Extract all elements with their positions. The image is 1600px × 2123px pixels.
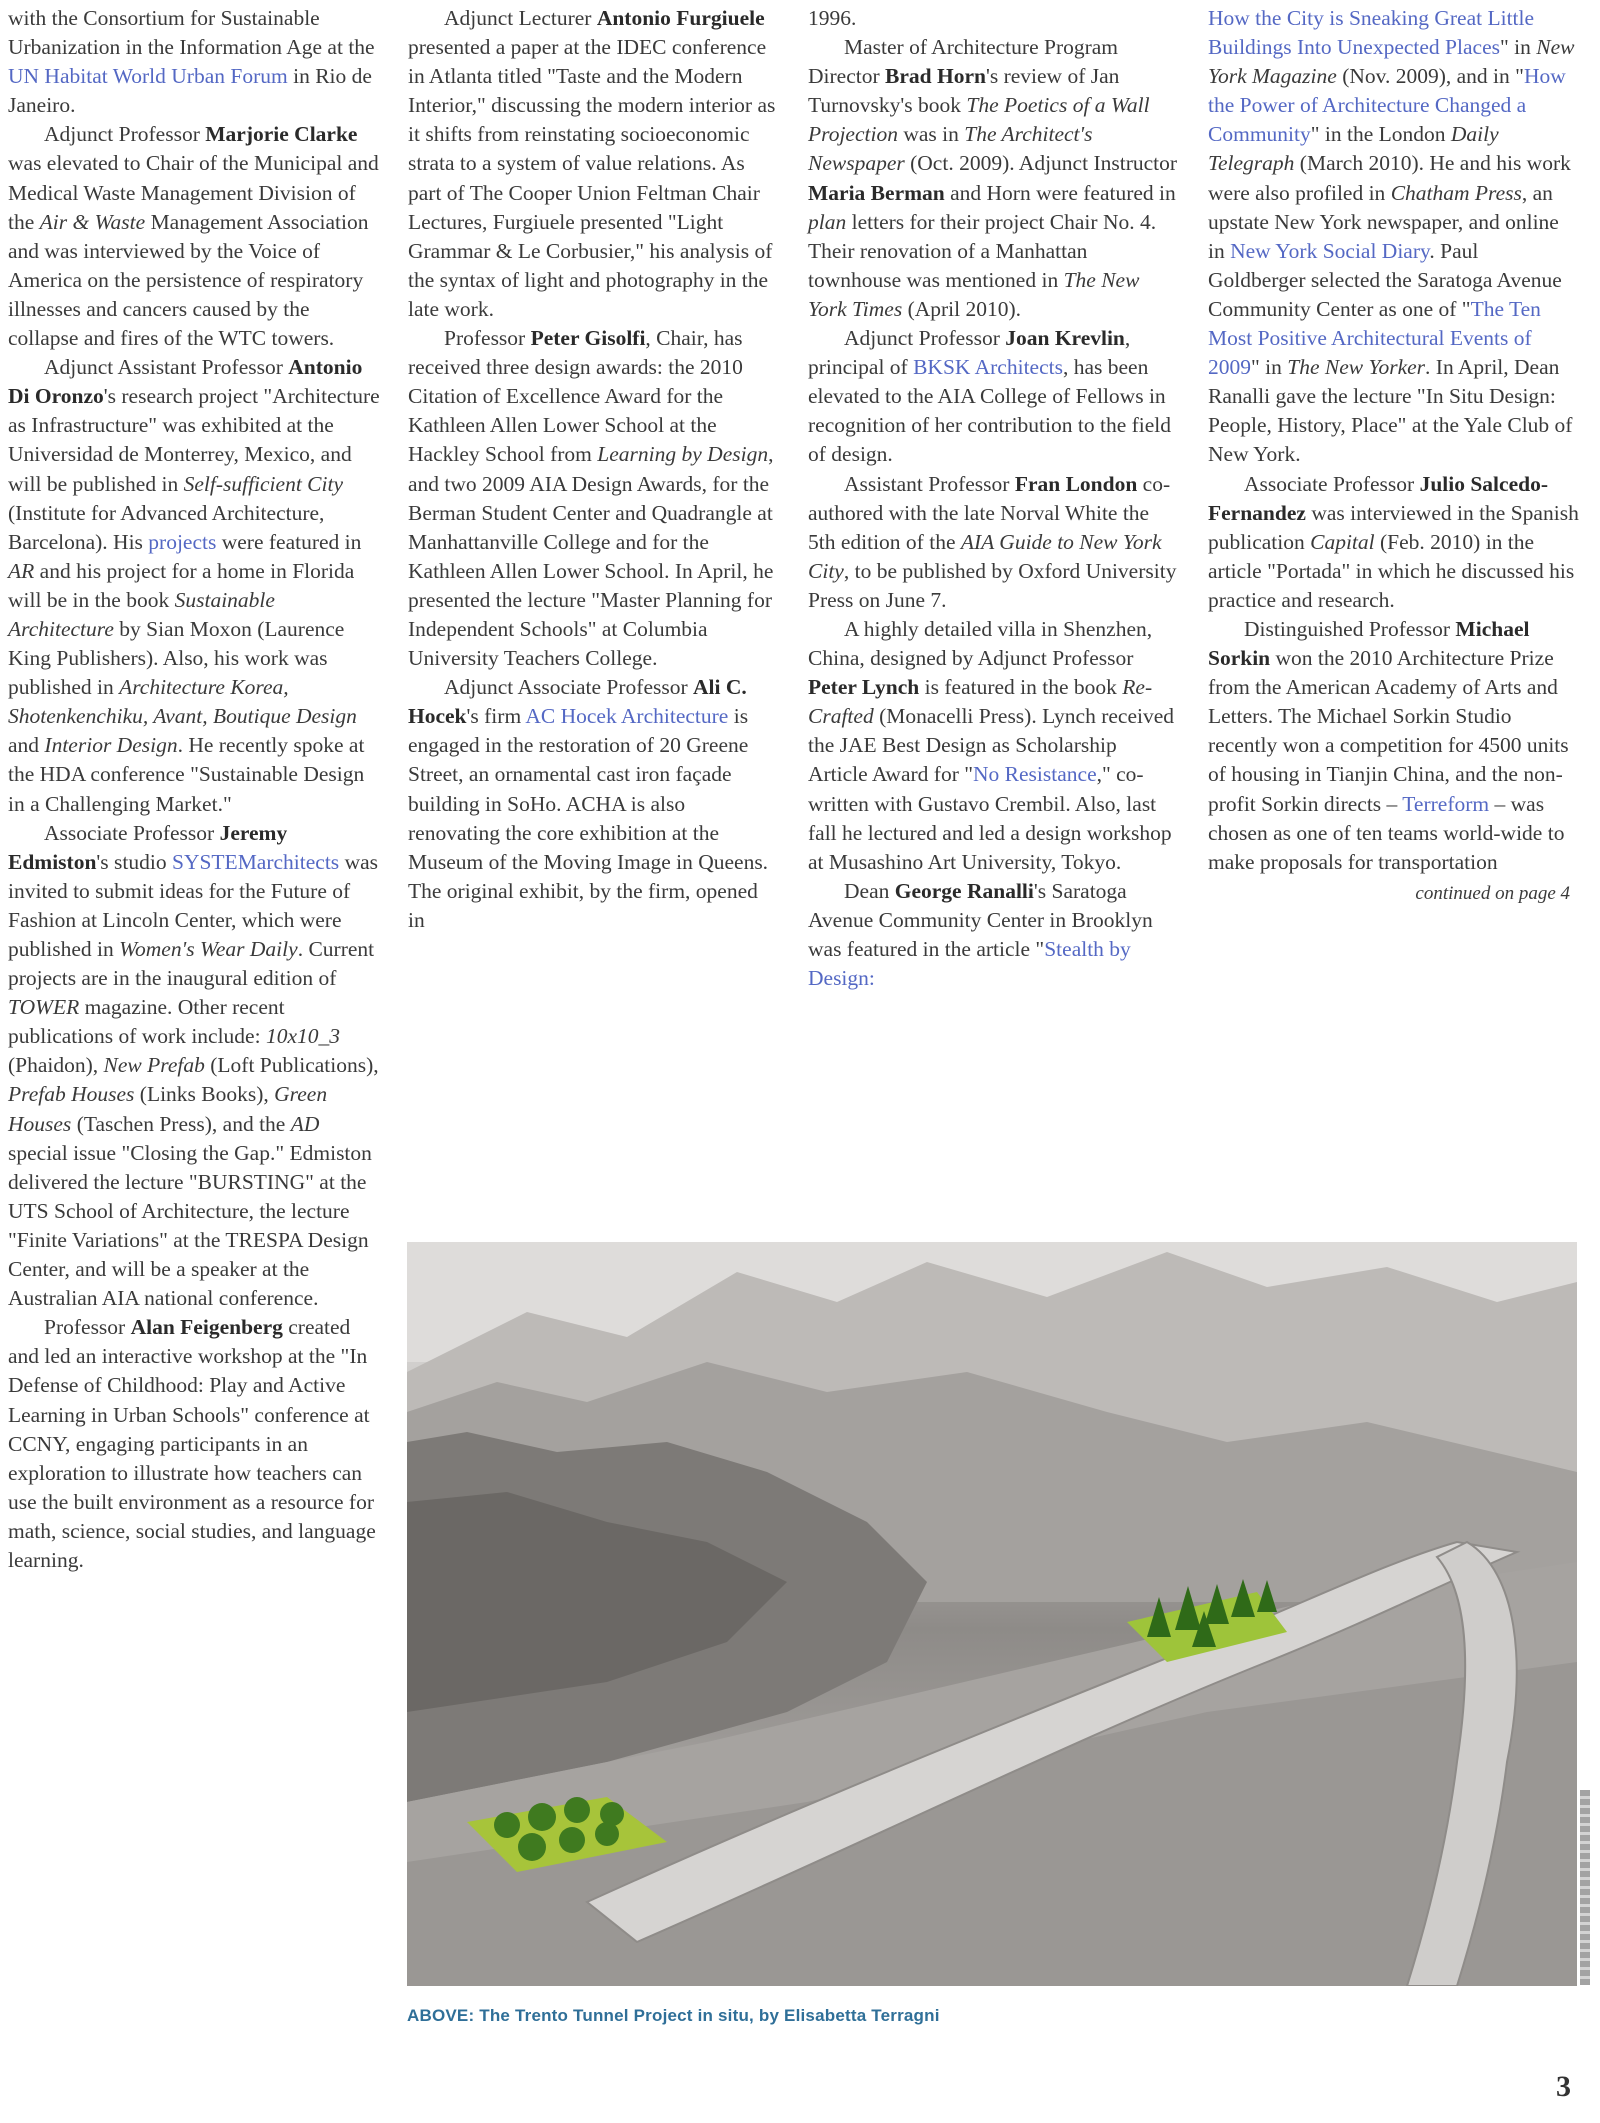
text-run: won the 2010 Architecture Prize from the American Academy of Arts and Letters. The Michael Sorkin Studio recently won a competition for 4500 units of housing in Tianjin China, and the non-profit Sorkin directs –	[1208, 646, 1569, 816]
person-name: Fran London	[1014, 471, 1138, 496]
inline-link[interactable]: Terreform	[1402, 791, 1490, 816]
text-run: (March 2010). He and his work were also profiled in	[1208, 151, 1571, 205]
person-name: Peter Lynch	[808, 675, 920, 700]
article-paragraph	[808, 615, 1180, 877]
text-run: and	[8, 733, 45, 758]
publication-title: The Architect's Newspaper	[808, 122, 1093, 176]
text-run: . In April, Dean Ranalli gave the lecture "In Situ Design: People, History, Place" at the Yale Club of New York.	[1208, 355, 1573, 467]
publication-title: Sustainable Architecture	[8, 587, 275, 641]
article-paragraph	[808, 877, 1180, 993]
text-run: co-authored with the late Norval White the 5th edition of the	[808, 471, 1171, 554]
text-run: presented a paper at the IDEC conference in Atlanta titled "Taste and the Modern Interior," discussing the modern interior as it shifts from reinstating socioeconomic strata to a system of value relations. As part of The Cooper Union Feltman Chair Lectures, Furgiuele presented "Light Grammar & Le Corbusier," his analysis of the syntax of light and photography in the late work.	[408, 35, 776, 321]
article-paragraph	[1208, 615, 1580, 877]
page-number: 3	[1556, 2070, 1571, 2103]
text-run: was in	[897, 122, 965, 147]
text-run: ," co-written with Gustavo Crembil. Also, last fall he lectured and led a design workshop at Musashino Art University, Tokyo.	[808, 762, 1172, 874]
text-run: Professor	[44, 1315, 131, 1340]
text-run: (Oct. 2009). Adjunct Instructor	[904, 151, 1178, 176]
text-run: Professor	[444, 326, 531, 351]
text-run: letters for their project Chair No. 4. Their renovation of a Manhattan townhouse was mentioned in	[808, 209, 1157, 292]
text-run: Adjunct Lecturer	[444, 6, 597, 30]
publication-title: Learning by Design	[597, 442, 769, 467]
text-run: is engaged in the restoration of 20 Greene Street, an ornamental cast iron façade building in SoHo. ACHA is also renovating the core exhibition at the Museum of the Moving Image in Queens. The original exhibit, by the firm, opened in	[408, 704, 769, 932]
publication-title: Capital	[1310, 529, 1375, 554]
person-name: Joan Krevlin	[1005, 326, 1125, 351]
text-run: special issue "Closing the Gap." Edmiston delivered the lecture "BURSTING" at the UTS School of Architecture, the lecture "Finite Variations" at the TRESPA Design Center, and will be a speaker at the Australian AIA national conference.	[8, 1140, 372, 1311]
text-run: Adjunct Professor	[44, 122, 206, 147]
article-paragraph	[808, 324, 1180, 469]
text-run: with the Consortium for Sustainable Urbanization in the Information Age at the	[8, 6, 375, 60]
publication-title: Green Houses	[8, 1082, 328, 1136]
text-run: 's Saratoga Avenue Community Center in Brooklyn was featured in the article "	[808, 878, 1153, 961]
text-run: magazine. Other recent publications of work include:	[8, 995, 285, 1049]
person-name: Antonio Furgiuele	[596, 6, 765, 30]
text-run: Associate Professor	[1244, 471, 1420, 496]
person-name: Jeremy Edmiston	[8, 820, 288, 874]
text-run: , Chair, has received three design awards: the 2010 Citation of Excellence Award for the Kathleen Allen Lower School at the Hackley School from	[408, 326, 743, 467]
inline-link[interactable]: The Ten Most Positive Architectural Events of 2009	[1208, 296, 1541, 380]
text-run: Dean	[844, 878, 895, 903]
article-paragraph	[1208, 4, 1580, 470]
text-run: is featured in the book	[919, 675, 1123, 700]
person-name: Maria Berman	[808, 180, 945, 205]
inline-link[interactable]: BKSK Architects	[913, 355, 1063, 380]
publication-title: Air & Waste	[39, 209, 146, 234]
article-paragraph	[8, 819, 380, 1314]
person-name: Ali C. Hocek	[408, 675, 747, 729]
text-run: was elevated to Chair of the Municipal and Medical Waste Management Division of the	[8, 151, 379, 234]
text-run: (Institute for Advanced Architecture, Barcelona). His	[8, 500, 325, 554]
text-run: 's studio	[96, 849, 172, 874]
publication-title: Interior Design	[44, 733, 178, 758]
publication-title: The Poetics of a Wall Projection	[808, 93, 1150, 147]
person-name: Peter Gisolfi	[530, 326, 646, 351]
text-run: Adjunct Assistant Professor	[44, 355, 289, 380]
text-run: by Sian Moxon (Laurence King Publishers). Also, his work was published in	[8, 616, 345, 700]
publication-title: AR	[8, 558, 35, 583]
text-run: , to be published by Oxford University Press on June 7.	[808, 558, 1177, 612]
text-run: in Rio de Janeiro.	[8, 64, 372, 118]
text-run: Management Association and was interviewed by the Voice of America on the persistence of respiratory illnesses and cancers caused by the collapse and fires of the WTC towers.	[8, 209, 369, 351]
publication-title: The New York Times	[808, 267, 1140, 321]
publication-title: Re-Crafted	[808, 675, 1153, 729]
publication-title: TOWER	[8, 995, 80, 1020]
text-run: created and led an interactive workshop at the "In Defense of Childhood: Play and Active Learning in Urban Schools" conference at CCNY, engaging participants in an exploration to illustrate how teachers can use the built environment as a resource for math, science, social studies, and language learning.	[8, 1315, 376, 1572]
article-paragraph	[808, 4, 1180, 33]
text-run: and his project for a home in Florida will be in the book	[8, 558, 355, 612]
text-run: Associate Professor	[44, 820, 220, 845]
figure-caption: ABOVE: The Trento Tunnel Project in situ, by Elisabetta Terragni	[407, 2006, 940, 2025]
text-run: . Paul Goldberger selected the Saratoga Avenue Community Center as one of "	[1208, 238, 1562, 321]
publication-title: AD	[290, 1111, 320, 1136]
publication-title: Daily Telegraph	[1208, 122, 1499, 176]
article-paragraph	[8, 353, 380, 819]
person-name: Alan Feigenberg	[130, 1315, 283, 1340]
article-paragraph	[8, 4, 380, 120]
continued-note: continued on page 4	[1415, 882, 1570, 904]
publication-title: The New Yorker	[1287, 355, 1426, 380]
text-run: (April 2010).	[902, 296, 1022, 321]
text-column-2	[408, 4, 778, 935]
text-run: – was chosen as one of ten teams world-wide to make proposals for transportation	[1208, 791, 1565, 874]
text-run: was interviewed in the Spanish publication	[1208, 500, 1579, 554]
inline-link[interactable]: No Resistance	[973, 762, 1097, 787]
inline-link[interactable]: projects	[148, 529, 217, 554]
trento-tunnel-photo	[407, 1242, 1577, 1986]
publication-title: Women's Wear Daily	[119, 937, 298, 961]
article-paragraph	[8, 120, 380, 353]
text-run: (Monacelli Press). Lynch received the JAE Best Design as Scholarship Article Award for "	[808, 704, 1174, 787]
article-paragraph	[8, 1313, 380, 1575]
text-run: (Nov. 2009), and in "	[1336, 64, 1524, 89]
inline-link[interactable]: UN Habitat World Urban Forum	[8, 64, 288, 89]
inline-link[interactable]: How the Power of Architecture Changed a Community	[1208, 64, 1566, 147]
person-name: Antonio Di Oronzo	[8, 355, 363, 409]
text-run: Adjunct Professor	[844, 326, 1006, 351]
article-paragraph	[408, 324, 778, 673]
text-run: . He recently spoke at the HDA conference "Sustainable Design in a Challenging Market."	[8, 733, 365, 816]
text-run: Master of Architecture Program Director	[808, 35, 1119, 89]
article-paragraph	[1208, 470, 1580, 615]
publication-title: Architecture Korea, Shotenkenchiku, Avant, Boutique Design	[8, 675, 357, 729]
aerial-photo-illustration	[407, 1242, 1577, 1986]
text-run: 's review of Jan Turnovsky's book	[808, 64, 1120, 118]
article-paragraph	[808, 33, 1180, 324]
publication-title: AIA Guide to New York City	[808, 529, 1162, 583]
photo-credit-vertical	[1580, 1790, 1590, 1985]
text-run: 's research project "Architecture as Infrastructure" was exhibited at the Universidad de Monterrey, Mexico, and will be published in	[8, 384, 380, 496]
text-run: 's firm	[466, 704, 526, 729]
text-run: " in the London	[1310, 122, 1451, 147]
text-run: (Links Books),	[134, 1082, 275, 1107]
inline-link[interactable]: AC Hocek Architecture	[525, 704, 729, 729]
text-run: (Taschen Press), and the	[71, 1111, 291, 1136]
text-run: Distinguished Professor	[1244, 616, 1456, 641]
inline-link[interactable]: SYSTEMarchitects	[171, 849, 340, 874]
publication-title: New York Magazine	[1208, 35, 1575, 89]
article-paragraph	[408, 4, 778, 324]
article-paragraph	[808, 470, 1180, 615]
text-run: (Loft Publications),	[204, 1053, 379, 1078]
text-run: A highly detailed villa in Shenzhen, China, designed by Adjunct Professor	[808, 616, 1153, 671]
person-name: Michael Sorkin	[1208, 616, 1530, 671]
publication-title: Self-sufficient City	[183, 471, 344, 496]
text-run: and Horn were featured in	[944, 180, 1176, 205]
text-column-4	[1208, 4, 1580, 908]
text-run: , and two 2009 AIA Design Awards, for the Berman Student Center and Quadrangle at Manhattanville College and for the Kathleen Allen Lower School. In April, he presented the lecture "Master Planning for Independent Schools" at Columbia University Teachers College.	[408, 442, 774, 671]
text-run: , has been elevated to the AIA College of Fellows in recognition of her contribution to the field of design.	[808, 355, 1172, 467]
inline-link[interactable]: How the City is Sneaking Great Little Buildings Into Unexpected Places	[1208, 6, 1535, 60]
text-run: 1996.	[808, 6, 857, 30]
text-run: (Phaidon),	[8, 1053, 104, 1078]
publication-title: Prefab Houses	[8, 1082, 135, 1107]
text-run: (Feb. 2010) in the article "Portada" in which he discussed his practice and research.	[1208, 529, 1575, 612]
inline-link[interactable]: Stealth by Design:	[808, 937, 1131, 991]
text-column-1	[8, 4, 380, 1575]
person-name: Brad Horn	[885, 64, 986, 89]
publication-title: Chatham Press	[1390, 180, 1522, 205]
publication-title: New Prefab	[103, 1053, 205, 1078]
text-run: Assistant Professor	[844, 471, 1015, 496]
person-name: Julio Salcedo-Fernandez	[1208, 471, 1548, 525]
publication-title: plan	[808, 209, 847, 234]
text-run: " in	[1251, 355, 1288, 380]
publication-title: 10x10_3	[265, 1024, 340, 1049]
text-run: , an upstate New York newspaper, and online in	[1208, 180, 1559, 263]
person-name: Marjorie Clarke	[205, 122, 358, 147]
text-column-3	[808, 4, 1180, 993]
text-run: . Current projects are in the inaugural edition of	[8, 937, 375, 991]
text-run: , principal of	[808, 326, 1131, 380]
text-run: were featured in	[216, 529, 362, 554]
text-run: " in	[1499, 35, 1537, 60]
text-run: Adjunct Associate Professor	[444, 675, 694, 700]
inline-link[interactable]: New York Social Diary	[1230, 238, 1430, 263]
person-name: George Ranalli	[894, 878, 1034, 903]
text-run: was invited to submit ideas for the Future of Fashion at Lincoln Center, which were published in	[8, 849, 378, 961]
article-paragraph	[408, 673, 778, 935]
